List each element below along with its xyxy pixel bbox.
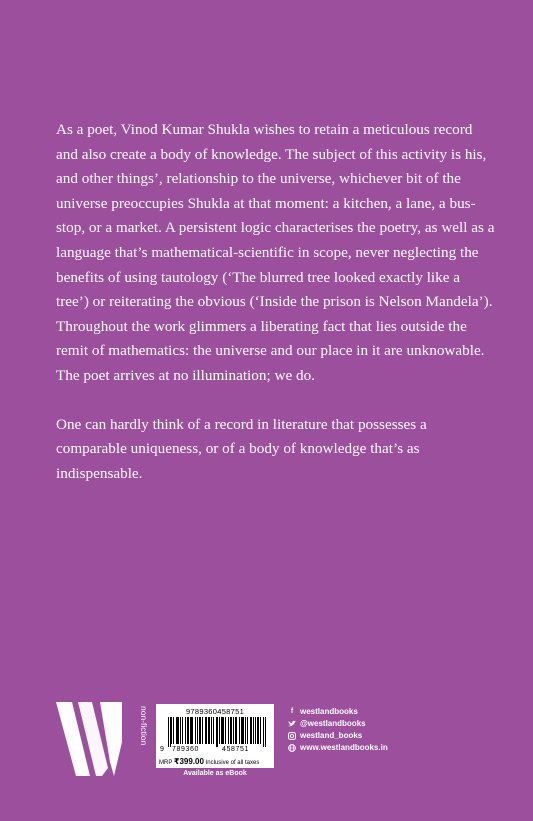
social-links [288, 706, 428, 754]
globe-icon [288, 744, 296, 752]
genre-label: non-fiction [139, 706, 149, 746]
barcode-digit-group-1: 789360 [172, 746, 199, 753]
barcode-icon [168, 717, 266, 747]
instagram-handle: westland_books [300, 731, 363, 740]
facebook-handle: westlandbooks [300, 707, 358, 716]
back-cover-blurb [56, 118, 496, 510]
twitter-link[interactable] [288, 718, 428, 730]
twitter-handle: @westlandbooks [300, 719, 366, 728]
facebook-icon: f [290, 708, 294, 715]
tax-note: Inclusive of all taxes [205, 760, 260, 766]
mrp-label: MRP [159, 760, 173, 766]
isbn-number: 9789360458751 [185, 707, 245, 716]
price-line [159, 757, 271, 766]
instagram-icon [288, 732, 296, 740]
website-link[interactable] [288, 742, 428, 754]
cover-footer [56, 702, 486, 782]
ebook-note: Available as eBook [183, 770, 247, 777]
westland-logo-icon [56, 702, 122, 776]
instagram-link[interactable] [288, 730, 428, 742]
blurb-paragraph-1: As a poet, Vinod Kumar Shukla wishes to retain a meticulous record and also create a body of knowledge. The subject of this activity is his, and other things’, relationship to the universe, whichever bit of the universe preoccupies Shukla at that moment: a kitchen, a lane, a bus-stop, or a market. A persistent logic characterises the poetry, as well as a language that’s mathematical-scientific in scope, never neglecting the benefits of using tautology (‘The blurred tree looked exactly like a tree’) or reiterating the obvious (‘Inside the prison is Nelson Mandela’). Throughout the work glimmers a liberating fact that lies outside the remit of mathematics: the universe and our place in it are unknowable. The poet arrives at no illumination; we do. [56, 121, 495, 384]
barcode-digit-prefix: 9 [160, 746, 165, 753]
barcode-digit-group-2: 458751 [222, 746, 249, 753]
blurb-paragraph-2: One can hardly think of a record in literature that possesses a comparable uniqueness, or of a body of knowledge that’s as indispensable. [56, 415, 427, 482]
twitter-icon [288, 720, 296, 728]
barcode-panel [156, 704, 274, 768]
price-value: ₹399.00 [173, 757, 204, 766]
facebook-link[interactable] [288, 706, 428, 718]
website-url: www.westlandbooks.in [300, 743, 388, 752]
